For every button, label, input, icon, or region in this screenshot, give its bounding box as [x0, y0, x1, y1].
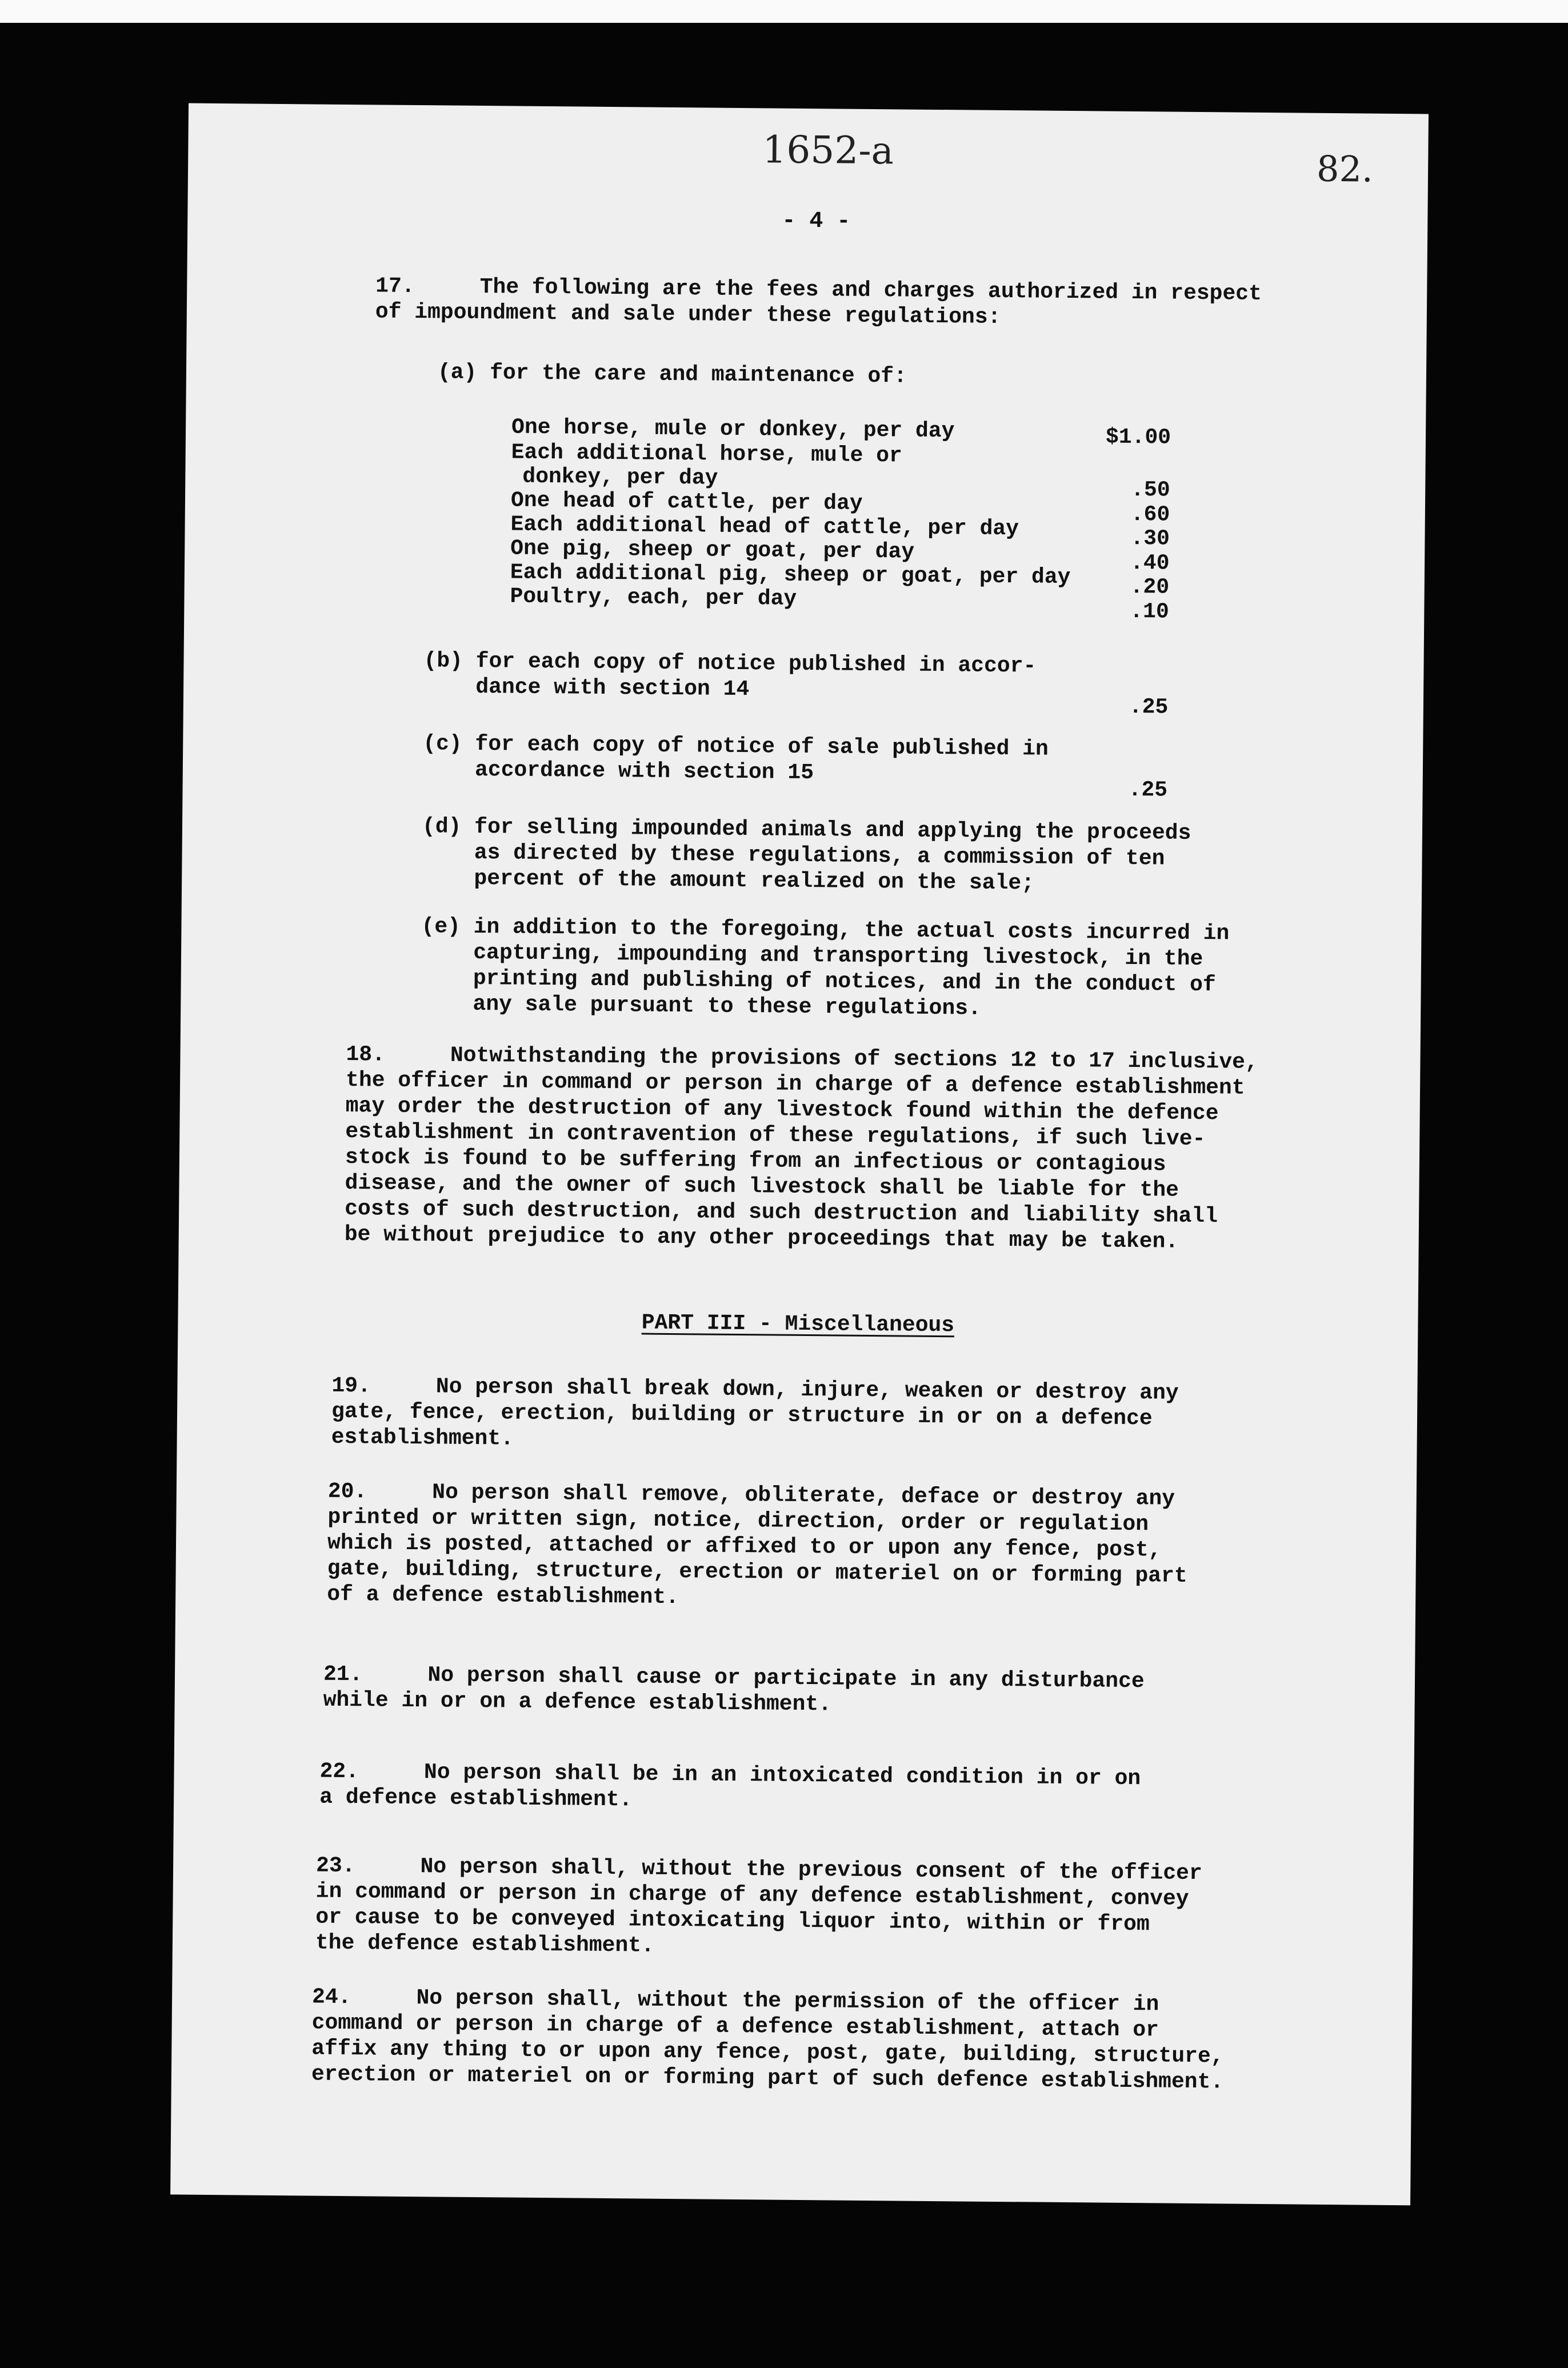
section-17-b: (b) for each copy of notice published in accor- dance with section 14	[423, 649, 1037, 702]
section-21: 21. No person shall cause or participate in any disturbance while in or on a defence establishment.	[323, 1662, 1145, 1717]
fee-item-amount: .10	[1130, 599, 1169, 625]
section-17-c: (c) for each copy of notice of sale published in accordance with section 15	[422, 731, 1049, 786]
fee-item-amount: .20	[1130, 574, 1170, 600]
section-17-a-heading: (a) for the care and maintenance of:	[437, 360, 907, 389]
fee-item-label: One head of cattle, per day	[510, 488, 863, 516]
handwritten-folio-number: 82.	[1316, 147, 1374, 190]
section-17-d: (d) for selling impounded animals and applying the proceeds as directed by these regulations, a commission of ten percent of the amount realized on the sale;	[422, 814, 1191, 896]
fee-table	[510, 414, 1226, 643]
section-17-intro: 17. The following are the fees and charges authorized in respect of impoundment and sale under these regulations:	[375, 274, 1262, 330]
fee-item-amount: .30	[1130, 526, 1170, 551]
fee-item-amount: $1.00	[1105, 425, 1171, 450]
fee-item-label: Each additional head of cattle, per day	[510, 512, 1019, 542]
punch-hole	[147, 191, 177, 223]
page-number: - 4 -	[782, 208, 851, 235]
document-page	[170, 103, 1429, 2206]
fee-item-label: One pig, sheep or goat, per day	[510, 536, 915, 565]
section-18: 18. Notwithstanding the provisions of sections 12 to 17 inclusive, the officer in command or person in charge of a defence establishment may order the destruction of any livestock found within the defence establishment in contravention of these regulations, if such live- stock is found to be suffering from an infectious or contagious disease, and the owner of such livestock shall be liable for the costs of such destruction, and such destruction and liability shall be without prejudice to any other proceedings that may be taken.	[344, 1042, 1258, 1254]
fee-item-amount: .40	[1130, 550, 1170, 576]
section-22: 22. No person shall be in an intoxicated condition in or on a defence establishment.	[319, 1759, 1141, 1813]
fee-item-label: Each additional horse, mule or	[511, 440, 903, 469]
section-20: 20. No person shall remove, obliterate, deface or destroy any printed or written sign, notice, direction, order or regulation which is posted, attached or affixed to or upon any fence, post, gate, building, structure, erection or materiel on or forming part of a defence establishment.	[327, 1479, 1187, 1610]
section-17-e: (e) in addition to the foregoing, the actual costs incurred in capturing, impounding and transporting livestock, in the printing and publishing of notices, and in the conduct of any sale pursuant to these regulations.	[421, 914, 1230, 1021]
fee-item-amount: .60	[1130, 502, 1170, 527]
fee-item-amount: .50	[1131, 477, 1170, 503]
section-17-c-amount: .25	[1128, 777, 1168, 803]
section-24: 24. No person shall, without the permission of the officer in command or person in charge of a defence establishment, attach or affix any thing to or upon any fence, post, gate, building, structure, erection or materiel on or forming part of such defence establishment.	[311, 1985, 1224, 2095]
fee-item-label: Poultry, each, per day	[510, 584, 797, 611]
section-23: 23. No person shall, without the previous consent of the officer in command or person in charge of any defence establishment, convey or cause to be conveyed intoxicating liquor into, within or from the defence establishment.	[315, 1853, 1202, 1958]
scan-top-strip	[0, 0, 1568, 23]
section-19: 19. No person shall break down, injure, weaken or destroy any gate, fence, erection, building or structure in or on a defence establishment.	[331, 1373, 1179, 1451]
section-17-b-amount: .25	[1129, 694, 1169, 720]
fee-item-label: One horse, mule or donkey, per day	[511, 415, 955, 444]
fee-item-label-continued: donkey, per day	[522, 464, 718, 491]
part-iii-heading: PART III - Miscellaneous	[641, 1310, 955, 1338]
handwritten-file-number: 1652-a	[762, 127, 894, 173]
fee-item-label: Each additional pig, sheep or goat, per day	[510, 560, 1071, 590]
